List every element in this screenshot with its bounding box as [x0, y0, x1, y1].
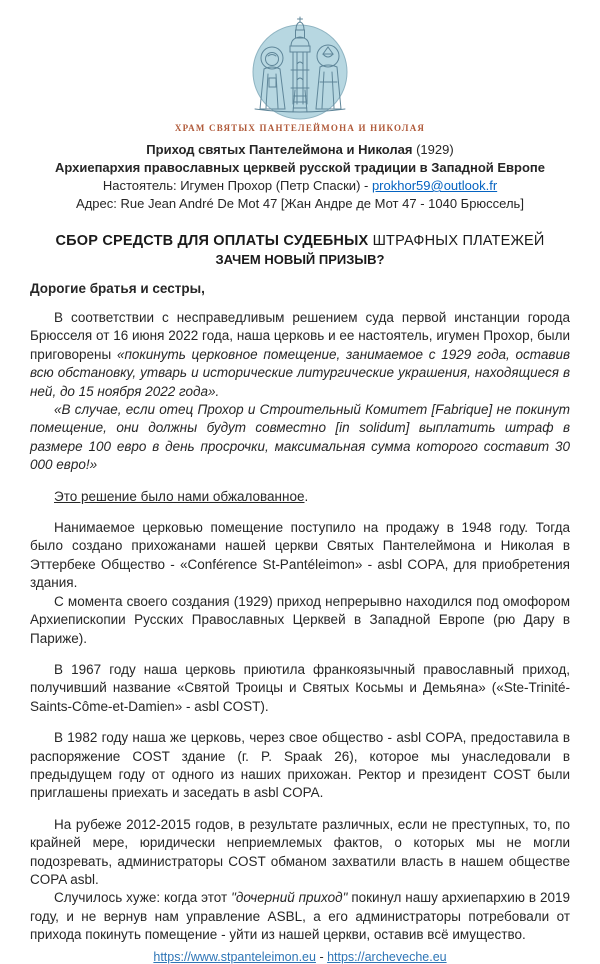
letterhead [30, 141, 570, 213]
paragraph-court-ruling: В соответствии с несправедливым решением суда первой инстанции города Брюсселя от 16 июня 2022 года, наша церковь и ее настоятель, игумен Прохор, были приговорены «покинуть церковное помещение, занимаемое с 1929 года, оставив всю обстановку, утварь и исторические литургические украшения, находящиеся в ней, до 15 ноября 2022 года». [30, 310, 570, 399]
church-emblem-block [30, 16, 570, 133]
paragraph-appeal-statement: Это решение было нами обжалованное. [54, 488, 309, 504]
paragraph-1982-building: В 1982 году наша же церковь, через свое общество - asbl COPA, предоставила в распоряжение COST здание (г. P. Spaak 26), которое мы унаследовали в предыдущем году от одного из наших прихожан. Ректор и президент COST были приглашены приехать и заседать в asbl COPA. [30, 730, 570, 801]
paragraph-penalty-quote: «В случае, если отец Прохор и Строительный Комитет [Fabrique] не покинут помещение, они должны будут совместно [in solidum] выплатить штраф в размере 100 евро в день просрочки, максимальная сумма которого составит 30 000 евро!» [30, 402, 570, 473]
archdiocese-line: Архиепархия православных церквей русской традиции в Западной Европе [54, 160, 546, 175]
church-emblem-icon [233, 16, 367, 122]
footer-links: https://www.stpanteleimon.eu - https://archeveche.eu [153, 949, 447, 964]
parish-site-link[interactable]: https://www.stpanteleimon.eu [153, 949, 316, 964]
emblem-caption: ХРАМ СВЯТЫХ ПАНТЕЛЕЙМОНА И НИКОЛАЯ [174, 123, 426, 133]
paragraph-2012-2015-takeover: На рубеже 2012-2015 годов, в результате различных, если не преступных, то, по крайней мере, юридически неприемлемых фактов, о которых мы не могли подозревать, администраторы COST обманом захватили власть в нашем обществе COPA asbl. [30, 816, 570, 887]
rector-line: Настоятель: Игумен Прохор (Петр Спаски) - prokhor59@outlook.fr [102, 178, 498, 193]
paragraph-2019-departure: Случилось хуже: когда этот "дочерний приход" покинул нашу архиепархию в 2019 году, и не вернув нам управление ASBL, а его администраторы потребовали от прихода покинуть помещение - уйти из нашей церкви, оставив всё имущество. [30, 890, 570, 943]
title-line-2: ЗАЧЕМ НОВЫЙ ПРИЗЫВ? [215, 252, 385, 267]
paragraph-omophorion: С момента своего создания (1929) приход непрерывно находился под омофором Архиепископии Русских Православных Церквей в Западной Европе (рю Дару в Париже). [30, 593, 570, 646]
email-link[interactable]: prokhor59@outlook.fr [371, 178, 498, 193]
document-title [30, 233, 570, 267]
salutation: Дорогие братья и сестры, [30, 281, 205, 296]
paragraph-1967-parish: В 1967 году наша церковь приютила франкоязычный православный приход, получивший название «Святой Троицы и Святых Косьмы и Демьяна» («Ste-Trinité-Saints-Côme-et-Damien» - asbl COST). [30, 661, 570, 714]
address-line: Адрес: Rue Jean André De Mot 47 [Жан Андре де Мот 47 - 1040 Брюссель] [76, 196, 524, 211]
archdiocese-site-link[interactable]: https://archeveche.eu [327, 949, 447, 964]
paragraph-1948-purchase: Нанимаемое церковью помещение поступило на продажу в 1948 году. Тогда было создано прихожанами нашей церкви Святых Пантелеймона и Николая в Эттербеке Общество - «Conférence St-Pantéleimon» - asbl COPA, для приобретения здания. [30, 520, 570, 591]
parish-name-line: Приход святых Пантелеймона и Николая (1929) [146, 142, 454, 157]
title-line-1: СБОР СРЕДСТВ ДЛЯ ОПЛАТЫ СУДЕБНЫХ ШТРАФНЫХ ПЛАТЕЖЕЙ [55, 233, 545, 249]
